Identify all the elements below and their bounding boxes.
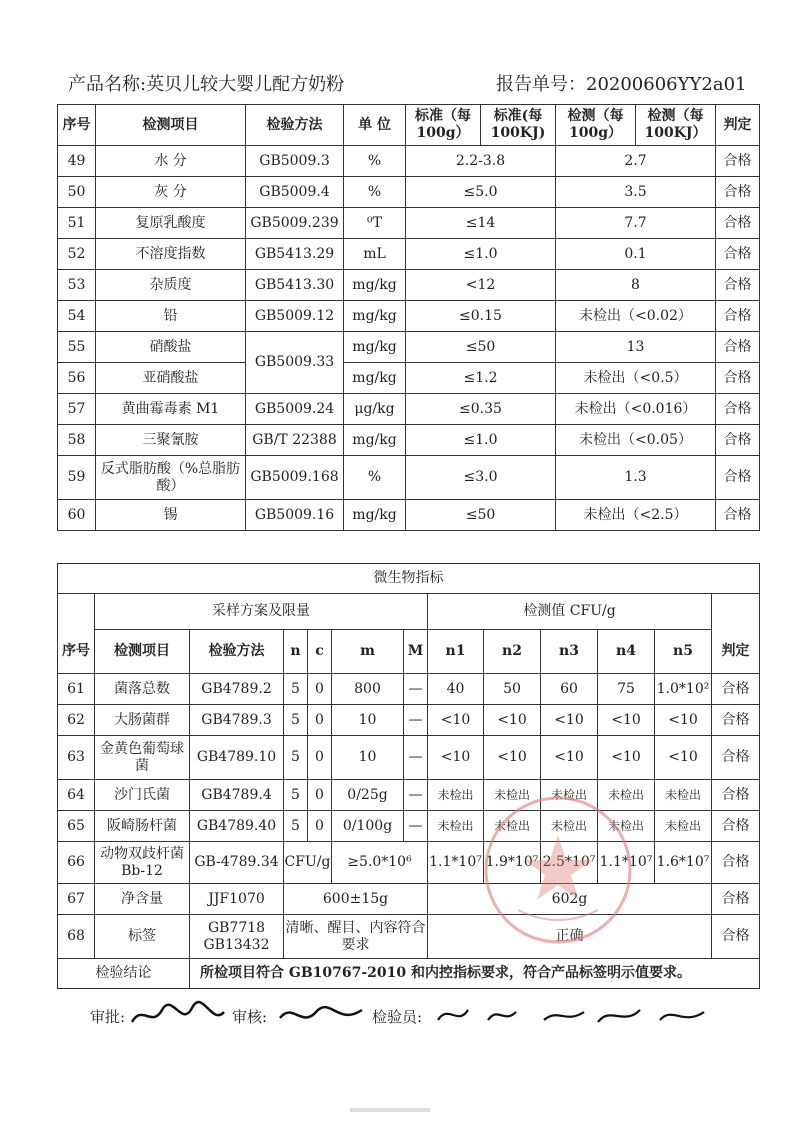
header-cell: 标准（每100g） xyxy=(406,105,481,146)
group-header-row xyxy=(58,594,760,630)
table-row xyxy=(58,674,760,705)
table-row xyxy=(58,270,760,301)
row-n4: 1.1*10⁷ xyxy=(598,842,655,884)
signature-row xyxy=(90,998,750,1038)
row-unit: mg/kg xyxy=(344,332,406,363)
review-label: 审核: xyxy=(232,1008,268,1026)
row-unit: μg/kg xyxy=(344,394,406,425)
row-method: GB5009.12 xyxy=(246,301,344,332)
row-c: 0 xyxy=(308,780,332,811)
row-n1: 40 xyxy=(428,674,484,705)
row-n: 5 xyxy=(284,736,308,780)
header-cell: n5 xyxy=(655,630,712,674)
table-header-row xyxy=(58,105,760,146)
row-n2: 未检出 xyxy=(484,811,541,842)
header-cell: n2 xyxy=(484,630,541,674)
row-M: — xyxy=(404,736,428,780)
header-cell: n3 xyxy=(541,630,598,674)
row-verdict: 合格 xyxy=(712,705,760,736)
row-item: 净含量 xyxy=(95,884,190,915)
row-verdict: 合格 xyxy=(712,811,760,842)
table-row xyxy=(58,394,760,425)
section-title: 微生物指标 xyxy=(58,564,760,594)
row-n3: <10 xyxy=(541,705,598,736)
row-no: 56 xyxy=(58,363,96,394)
header-cell: 判定 xyxy=(716,105,760,146)
row-limit: 清晰、醒目、内容符合要求 xyxy=(284,915,428,959)
sampling-header: 采样方案及限量 xyxy=(95,594,428,630)
row-n: 5 xyxy=(284,811,308,842)
row-unit: mg/kg xyxy=(344,425,406,456)
row-unit: mg/kg xyxy=(344,363,406,394)
row-method: GB5413.30 xyxy=(246,270,344,301)
inspector-label: 检验员: xyxy=(372,1008,423,1026)
row-result: 0.1 xyxy=(556,239,716,270)
conclusion-row xyxy=(58,959,760,989)
row-method: GB5413.29 xyxy=(246,239,344,270)
empty-cell xyxy=(58,594,95,630)
row-n1: <10 xyxy=(428,705,484,736)
row-verdict: 合格 xyxy=(716,270,760,301)
row-method: GB4789.3 xyxy=(190,705,284,736)
row-method xyxy=(190,915,284,959)
table-row xyxy=(58,425,760,456)
section-title-row xyxy=(58,564,760,594)
row-unit: % xyxy=(344,456,406,500)
row-n2: <10 xyxy=(484,705,541,736)
row-n3: 未检出 xyxy=(541,780,598,811)
row-item: 硝酸盐 xyxy=(96,332,246,363)
row-result: 13 xyxy=(556,332,716,363)
row-n1: 未检出 xyxy=(428,780,484,811)
row-standard: ≤50 xyxy=(406,500,556,531)
row-verdict: 合格 xyxy=(716,208,760,239)
row-M: — xyxy=(404,705,428,736)
row-no: 57 xyxy=(58,394,96,425)
row-verdict: 合格 xyxy=(712,842,760,884)
row-standard: ≤5.0 xyxy=(406,177,556,208)
row-item: 亚硝酸盐 xyxy=(96,363,246,394)
header-cell: 检测（每100KJ） xyxy=(636,105,716,146)
row-no: 68 xyxy=(58,915,95,959)
row-item: 反式脂肪酸（%总脂肪酸） xyxy=(96,456,246,500)
row-unit: mg/kg xyxy=(344,270,406,301)
table-row xyxy=(58,811,760,842)
row-item: 灰 分 xyxy=(96,177,246,208)
row-no: 65 xyxy=(58,811,95,842)
table-row xyxy=(58,177,760,208)
table-row xyxy=(58,363,760,394)
row-result: 未检出（<0.5） xyxy=(556,363,716,394)
method-line-1: GB7718 xyxy=(207,919,266,936)
row-result: 正确 xyxy=(428,915,712,959)
row-result: 未检出（<0.02） xyxy=(556,301,716,332)
row-method: GB4789.10 xyxy=(190,736,284,780)
row-verdict: 合格 xyxy=(716,146,760,177)
header-cell: 检测项目 xyxy=(96,105,246,146)
header-cell: 检验方法 xyxy=(246,105,344,146)
row-unit: ⁰T xyxy=(344,208,406,239)
row-M: — xyxy=(404,780,428,811)
row-unit: CFU/g xyxy=(284,842,332,884)
row-method: GB-4789.34 xyxy=(190,842,284,884)
header-cell: 单 位 xyxy=(344,105,406,146)
scan-smudge xyxy=(350,1108,430,1112)
row-n5: <10 xyxy=(655,736,712,780)
row-no: 59 xyxy=(58,456,96,500)
row-method: GB4789.40 xyxy=(190,811,284,842)
header-cell: n4 xyxy=(598,630,655,674)
row-unit: % xyxy=(344,177,406,208)
header-cell: M xyxy=(404,630,428,674)
row-verdict: 合格 xyxy=(716,301,760,332)
row-no: 60 xyxy=(58,500,96,531)
row-c: 0 xyxy=(308,705,332,736)
header-cell: 判定 xyxy=(712,630,760,674)
table-row xyxy=(58,208,760,239)
header-cell: 序号 xyxy=(58,630,95,674)
row-no: 63 xyxy=(58,736,95,780)
row-standard: ≤1.0 xyxy=(406,425,556,456)
row-result: 7.7 xyxy=(556,208,716,239)
row-verdict: 合格 xyxy=(716,363,760,394)
row-verdict: 合格 xyxy=(712,780,760,811)
row-no: 54 xyxy=(58,301,96,332)
row-verdict: 合格 xyxy=(716,239,760,270)
row-M: — xyxy=(404,811,428,842)
row-limit: 600±15g xyxy=(284,884,428,915)
header-cell: 检测（每100g） xyxy=(556,105,636,146)
row-method: GB5009.239 xyxy=(246,208,344,239)
row-verdict: 合格 xyxy=(716,394,760,425)
row-n5: 未检出 xyxy=(655,811,712,842)
row-n5: 未检出 xyxy=(655,780,712,811)
row-m: 800 xyxy=(332,674,404,705)
row-standard: ≤3.0 xyxy=(406,456,556,500)
row-no: 66 xyxy=(58,842,95,884)
row-result: 3.5 xyxy=(556,177,716,208)
chemical-test-table xyxy=(57,104,760,531)
header-cell: m xyxy=(332,630,404,674)
row-n3: 2.5*10⁷ xyxy=(541,842,598,884)
row-m: 10 xyxy=(332,705,404,736)
row-n4: 未检出 xyxy=(598,811,655,842)
conclusion-label: 检验结论 xyxy=(58,959,190,989)
row-verdict: 合格 xyxy=(712,736,760,780)
row-standard: ≤0.35 xyxy=(406,394,556,425)
row-m: 0/25g xyxy=(332,780,404,811)
method-line-2: GB13432 xyxy=(203,936,270,953)
row-n2: 1.9*10⁷ xyxy=(484,842,541,884)
row-item: 菌落总数 xyxy=(95,674,190,705)
row-item: 杂质度 xyxy=(96,270,246,301)
row-result: 1.3 xyxy=(556,456,716,500)
row-method: GB5009.16 xyxy=(246,500,344,531)
row-verdict: 合格 xyxy=(716,456,760,500)
header-cell: 标准(每100KJ) xyxy=(481,105,556,146)
row-method: GB5009.33 xyxy=(246,332,344,394)
inspection-seal-stamp xyxy=(478,790,638,950)
table-header-row xyxy=(58,630,760,674)
row-standard: ≤50 xyxy=(406,332,556,363)
row-item: 铅 xyxy=(96,301,246,332)
header-cell: n xyxy=(284,630,308,674)
row-method: GB5009.24 xyxy=(246,394,344,425)
row-n5: <10 xyxy=(655,705,712,736)
table-row xyxy=(58,500,760,531)
row-n5: 1.6*10⁷ xyxy=(655,842,712,884)
approve-label: 审批: xyxy=(90,1008,126,1026)
row-n1: <10 xyxy=(428,736,484,780)
row-verdict: 合格 xyxy=(716,177,760,208)
row-item: 锡 xyxy=(96,500,246,531)
row-result: 8 xyxy=(556,270,716,301)
row-m: 0/100g xyxy=(332,811,404,842)
table-row xyxy=(58,301,760,332)
row-method: GB4789.2 xyxy=(190,674,284,705)
row-item: 金黄色葡萄球菌 xyxy=(95,736,190,780)
row-no: 62 xyxy=(58,705,95,736)
row-m: 10 xyxy=(332,736,404,780)
row-limit: ≥5.0*10⁶ xyxy=(332,842,428,884)
table-row xyxy=(58,146,760,177)
reviewer-signature xyxy=(276,998,366,1034)
table-row xyxy=(58,884,760,915)
row-standard: ≤0.15 xyxy=(406,301,556,332)
microbiology-table xyxy=(57,563,760,989)
row-verdict: 合格 xyxy=(716,332,760,363)
row-verdict: 合格 xyxy=(712,674,760,705)
row-no: 52 xyxy=(58,239,96,270)
row-unit: mg/kg xyxy=(344,301,406,332)
row-n4: <10 xyxy=(598,736,655,780)
row-item: 黄曲霉毒素 M1 xyxy=(96,394,246,425)
row-method: GB5009.168 xyxy=(246,456,344,500)
conclusion-text: 所检项目符合 GB10767-2010 和内控指标要求，符合产品标签明示值要求。 xyxy=(190,959,760,989)
row-verdict: 合格 xyxy=(716,500,760,531)
row-item: 三聚氰胺 xyxy=(96,425,246,456)
header-cell: 检验方法 xyxy=(190,630,284,674)
product-name: 产品名称:英贝儿较大婴儿配方奶粉 xyxy=(68,74,345,95)
row-unit: mL xyxy=(344,239,406,270)
row-c: 0 xyxy=(308,736,332,780)
row-c: 0 xyxy=(308,674,332,705)
measured-header: 检测值 CFU/g xyxy=(428,594,712,630)
row-method: GB/T 22388 xyxy=(246,425,344,456)
row-no: 55 xyxy=(58,332,96,363)
table-row xyxy=(58,842,760,884)
header-cell: c xyxy=(308,630,332,674)
row-no: 64 xyxy=(58,780,95,811)
row-item: 阪崎肠杆菌 xyxy=(95,811,190,842)
row-n3: <10 xyxy=(541,736,598,780)
row-item: 复原乳酸度 xyxy=(96,208,246,239)
row-n1: 未检出 xyxy=(428,811,484,842)
row-method: GB5009.4 xyxy=(246,177,344,208)
row-n4: <10 xyxy=(598,705,655,736)
row-verdict: 合格 xyxy=(712,915,760,959)
row-n3: 60 xyxy=(541,674,598,705)
report-header xyxy=(68,66,758,100)
header-cell: 检测项目 xyxy=(95,630,190,674)
row-unit: mg/kg xyxy=(344,500,406,531)
table-row xyxy=(58,736,760,780)
table-row xyxy=(58,456,760,500)
table-row xyxy=(58,239,760,270)
table-row xyxy=(58,332,760,363)
row-n: 5 xyxy=(284,780,308,811)
row-verdict: 合格 xyxy=(716,425,760,456)
row-item: 标签 xyxy=(95,915,190,959)
row-item: 动物双歧杆菌 Bb-12 xyxy=(95,842,190,884)
row-result: 602g xyxy=(428,884,712,915)
row-n1: 1.1*10⁷ xyxy=(428,842,484,884)
row-no: 49 xyxy=(58,146,96,177)
row-no: 58 xyxy=(58,425,96,456)
row-n5: 1.0*10² xyxy=(655,674,712,705)
row-no: 53 xyxy=(58,270,96,301)
row-result: 未检出（<2.5） xyxy=(556,500,716,531)
header-cell: 序号 xyxy=(58,105,96,146)
row-standard: ≤14 xyxy=(406,208,556,239)
row-unit: % xyxy=(344,146,406,177)
approver-signature xyxy=(128,998,228,1034)
row-result: 未检出（<0.05） xyxy=(556,425,716,456)
row-method: GB5009.3 xyxy=(246,146,344,177)
row-result: 2.7 xyxy=(556,146,716,177)
row-item: 沙门氏菌 xyxy=(95,780,190,811)
row-item: 大肠菌群 xyxy=(95,705,190,736)
row-n3: 未检出 xyxy=(541,811,598,842)
row-item: 不溶度指数 xyxy=(96,239,246,270)
row-n: 5 xyxy=(284,705,308,736)
row-method: GB4789.4 xyxy=(190,780,284,811)
empty-cell xyxy=(712,594,760,630)
row-n4: 75 xyxy=(598,674,655,705)
table-row xyxy=(58,705,760,736)
row-M: — xyxy=(404,674,428,705)
table-row xyxy=(58,780,760,811)
row-verdict: 合格 xyxy=(712,884,760,915)
row-c: 0 xyxy=(308,811,332,842)
row-standard: ≤1.0 xyxy=(406,239,556,270)
row-n2: <10 xyxy=(484,736,541,780)
row-item: 水 分 xyxy=(96,146,246,177)
header-cell: n1 xyxy=(428,630,484,674)
row-method: JJF1070 xyxy=(190,884,284,915)
row-n: 5 xyxy=(284,674,308,705)
row-no: 61 xyxy=(58,674,95,705)
report-number: 报告单号：20200606YY2a01 xyxy=(496,74,747,95)
row-no: 51 xyxy=(58,208,96,239)
row-n4: 未检出 xyxy=(598,780,655,811)
row-standard: <12 xyxy=(406,270,556,301)
row-standard: 2.2-3.8 xyxy=(406,146,556,177)
row-standard: ≤1.2 xyxy=(406,363,556,394)
row-n2: 50 xyxy=(484,674,541,705)
row-no: 50 xyxy=(58,177,96,208)
row-n2: 未检出 xyxy=(484,780,541,811)
row-result: 未检出（<0.016） xyxy=(556,394,716,425)
row-no: 67 xyxy=(58,884,95,915)
inspector-signatures xyxy=(434,998,734,1034)
table-row xyxy=(58,915,760,959)
